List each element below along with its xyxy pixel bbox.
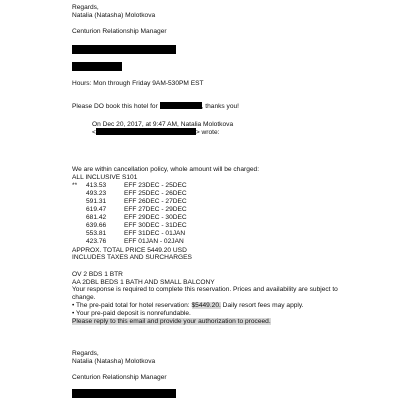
rate-row bbox=[72, 206, 187, 214]
rate-effective-dates: EFF 30DEC - 31DEC bbox=[124, 222, 187, 229]
prepaid-total-bullet bbox=[72, 302, 304, 310]
room-code: OV 2 BDS 1 BTR bbox=[72, 271, 123, 278]
policy-line: We are within cancellation policy, whole amount will be charged: bbox=[72, 166, 260, 173]
redacted-block bbox=[72, 389, 176, 398]
signature-regards-bottom: Regards, bbox=[72, 350, 99, 357]
signature-title-top: Centurion Relationship Manager bbox=[72, 28, 167, 35]
rate-amount: 413.53 bbox=[86, 182, 107, 189]
rate-row bbox=[72, 182, 187, 190]
rate-effective-dates: EFF 27DEC - 29DEC bbox=[124, 206, 187, 213]
prepaid-total-suffix: Daily resort fees may apply. bbox=[220, 302, 304, 309]
signature-name-bottom: Natalia (Natasha) Molotkova bbox=[72, 358, 156, 365]
reply-request-text: Please reply to this email and provide your authorization to proceed. bbox=[72, 318, 271, 325]
rate-row bbox=[72, 230, 185, 238]
rate-amount: 619.47 bbox=[86, 206, 107, 213]
rate-effective-dates: EFF 25DEC - 26DEC bbox=[124, 190, 187, 197]
signature-title-bottom: Centurion Relationship Manager bbox=[72, 374, 167, 381]
approx-total: APPROX. TOTAL PRICE 5449.20 USD bbox=[72, 247, 187, 254]
rate-amount: 553.81 bbox=[86, 230, 107, 237]
quote-header-line2 bbox=[92, 128, 220, 137]
redacted-block bbox=[72, 45, 176, 54]
rate-amount: 493.23 bbox=[86, 190, 107, 197]
response-notice-cont: change. bbox=[72, 294, 96, 301]
quote-wrote: > wrote: bbox=[195, 129, 220, 136]
rate-mark: ** bbox=[72, 182, 78, 189]
rate-amount: 591.31 bbox=[86, 198, 107, 205]
rate-row bbox=[72, 190, 187, 198]
quote-header-line1: On Dec 20, 2017, at 9:47 AM, Natalia Molotkova bbox=[92, 121, 234, 128]
booking-request-prefix: Please DO book this hotel for bbox=[72, 103, 158, 110]
deposit-bullet: • Your pre-paid deposit is nonrefundable. bbox=[72, 310, 191, 317]
rate-effective-dates: EFF 23DEC - 25DEC bbox=[124, 182, 187, 189]
rate-row bbox=[72, 238, 184, 246]
rate-row bbox=[72, 222, 187, 230]
booking-request bbox=[72, 102, 239, 111]
rate-amount: 681.42 bbox=[86, 214, 107, 221]
rate-amount: 423.76 bbox=[86, 238, 107, 245]
signature-regards-top: Regards, bbox=[72, 4, 99, 11]
signature-name-top: Natalia (Natasha) Molotkova bbox=[72, 12, 156, 19]
rate-amount: 639.66 bbox=[86, 222, 107, 229]
rate-row bbox=[72, 214, 187, 222]
quote-lt: < bbox=[92, 129, 96, 136]
rate-effective-dates: EFF 31DEC - 01JAN bbox=[124, 230, 186, 237]
taxes-note: INCLUDES TAXES AND SURCHARGES bbox=[72, 254, 192, 261]
redacted-block bbox=[72, 62, 122, 71]
rate-effective-dates: EFF 01JAN - 02JAN bbox=[124, 238, 184, 245]
package-line: ALL INCLUSIVE S101 bbox=[72, 174, 138, 181]
rate-row bbox=[72, 198, 187, 206]
redacted-inline bbox=[96, 128, 196, 135]
rate-effective-dates: EFF 26DEC - 27DEC bbox=[124, 198, 187, 205]
booking-request-suffix: , thanks you! bbox=[201, 103, 239, 110]
prepaid-total-prefix: • The pre-paid total for hotel reservation: bbox=[72, 302, 190, 309]
rate-effective-dates: EFF 29DEC - 30DEC bbox=[124, 214, 187, 221]
redacted-inline bbox=[160, 102, 202, 109]
reply-request bbox=[72, 318, 271, 326]
prepaid-total-amount: $5449.20. bbox=[191, 302, 221, 309]
room-description: AA 2DBL BEDS 1 BATH AND SMALL BALCONY bbox=[72, 279, 215, 286]
office-hours: Hours: Mon through Friday 9AM-530PM EST bbox=[72, 80, 204, 87]
response-notice: Your response is required to complete this reservation. Prices and availability are subject to bbox=[72, 286, 338, 293]
